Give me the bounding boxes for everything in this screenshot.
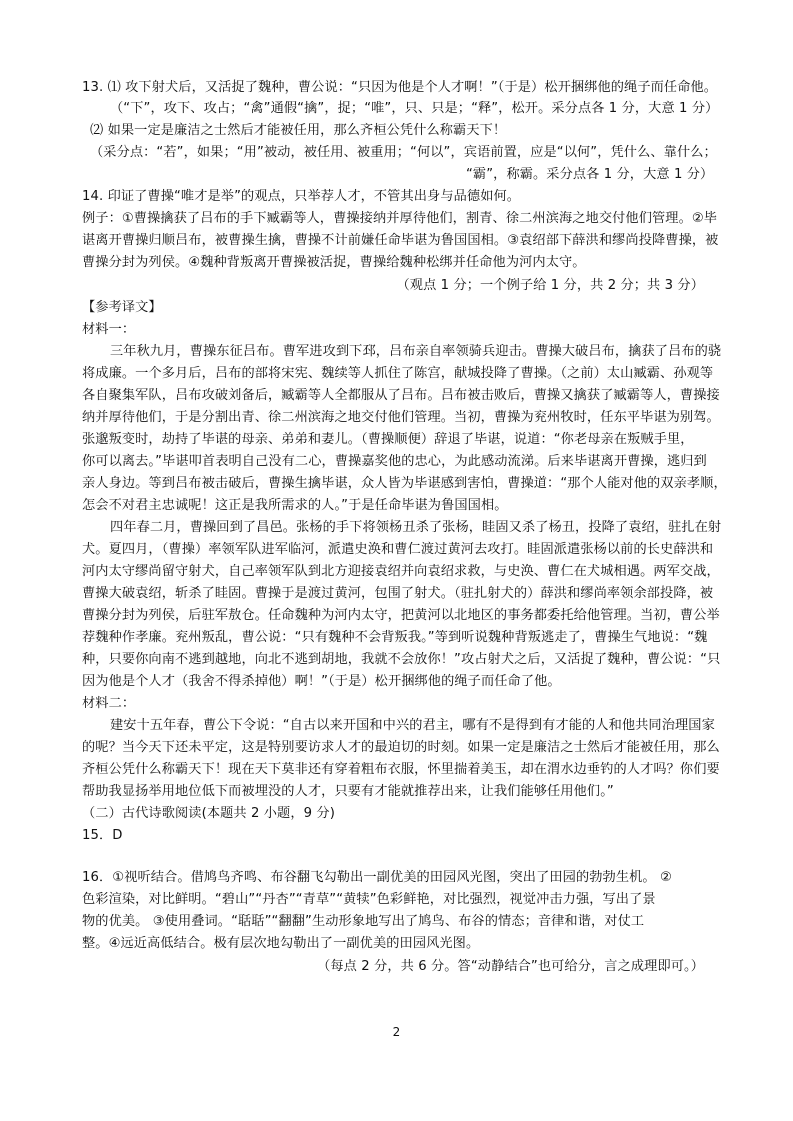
- material-2-paragraph: 齐桓公凭什么称霸天下！现在天下莫非还有穿着粗布衣服，怀里揣着美玉，却在渭水边垂钓的人才吗？你们要: [82, 762, 720, 777]
- answer-13-1-scoring: （“下”，攻下、攻占；“禽”通假“擒”，捉；“唯”，只、只是；“释”，松开。采分点各 1 分，大意 1 分）: [110, 101, 719, 116]
- material-1-paragraph: 将成廉。一个多月后，吕布的部将宋宪、魏续等人抓住了陈宫，献城投降了曹操。（之前）太山臧霸、孙观等: [82, 366, 714, 381]
- answer-16: 16．①视听结合。借鸠鸟齐鸣、布谷翻飞勾勒出一副优美的田园风光图，突出了田园的勃勃生机。 ②: [82, 870, 672, 885]
- material-1-paragraph-2: 曹操分封为列侯，后驻军敖仓。任命魏种为河内太守，把黄河以北地区的事务都委托给他管理。当初，曹公举: [82, 608, 720, 623]
- material-1-paragraph: 亲人身边。等到吕布被击破后，曹操生擒毕谌，众人皆为毕谌感到害怕，曹操道：“那个人能对他的双亲孝顺，: [82, 476, 727, 491]
- material-1-paragraph-2: 荐魏种作孝廉。兖州叛乱，曹公说：“只有魏种不会背叛我。”等到听说魏种背叛逃走了，曹操生气地说：“魏: [82, 630, 708, 645]
- material-1-paragraph: 怎会不对君主忠诚呢！这正是我所需求的人。”于是任命毕谌为鲁国国相。: [82, 498, 508, 513]
- material-2-paragraph: 的呢？当今天下还未平定，这是特别要访求人才的最迫切的时刻。如果一定是廉洁之士然后才能被任用，那么: [82, 740, 720, 755]
- translation-heading: 【参考译文】: [82, 300, 162, 315]
- material-1-paragraph-2: 种，只要你向南不逃到越地，向北不逃到胡地，我就不会放你！”攻占射犬之后，又活捉了魏种，曹公说：“只: [82, 652, 721, 667]
- material-1-paragraph: 各自聚集军队，吕布攻破刘备后，臧霸等人全都服从了吕布。吕布被击败后，曹操又擒获了臧霸等人，曹操接: [82, 388, 720, 403]
- material-1-paragraph: 纳并厚待他们，于是分割出青、徐二州滨海之地交付他们管理。当初，曹操为兖州牧时，任东平毕谌为别驾。: [82, 410, 720, 425]
- material-1-heading: 材料一：: [82, 322, 136, 337]
- answer-16: 整。④远近高低结合。极有层次地勾勒出了一副优美的田园风光图。: [82, 936, 480, 951]
- answer-14: 14. 印证了曹操“唯才是举”的观点，只举荐人才，不管其出身与品德如何。: [82, 189, 521, 204]
- material-2-paragraph: 建安十五年春，曹公下令说：“自古以来开国和中兴的君主，哪有不是得到有才能的人和他共同治理国家: [110, 718, 715, 733]
- material-1-paragraph: 你可以离去。”毕谌叩首表明自己没有二心，曹操嘉奖他的忠心，为此感动流涕。后来毕谌离开曹操，逃归到: [82, 454, 707, 469]
- answer-16: 物的优美。 ③使用叠词。“聒聒”“翻翻”生动形象地写出了鸠鸟、布谷的情态；音律和谐，对仗工: [82, 914, 645, 929]
- material-1-paragraph-2: 曹操大破袁绍，斩杀了眭固。曹操于是渡过黄河，包围了射犬。（驻扎射犬的）薛洪和缪尚率领余部投降，被: [82, 586, 714, 601]
- answer-14-example: 例子：①曹操擒获了吕布的手下臧霸等人，曹操接纳并厚待他们，割青、徐二州滨海之地交付他们管理。②毕: [82, 211, 718, 226]
- page-number: 2: [392, 1025, 401, 1039]
- material-2-paragraph: 帮助我显扬举用地位低下而被埋没的人才，只要有才能就推荐出来，让我们能够任用他们。”: [82, 784, 614, 799]
- section-poetry-heading: （二）古代诗歌阅读(本题共 2 小题，9 分): [82, 806, 335, 821]
- answer-15: 15．D: [82, 828, 123, 843]
- answer-14-example: 曹操分封为列侯。④魏种背叛离开曹操被活捉，曹操给魏种松绑并任命他为河内太守。: [82, 255, 586, 270]
- material-1-paragraph-2: 因为他是个人才（我舍不得杀掉他）啊！”（于是）松开捆绑他的绳子而任命了他。: [82, 674, 561, 689]
- answer-13-2: ⑵ 如果一定是廉洁之士然后才能被任用，那么齐桓公凭什么称霸天下！: [90, 123, 507, 138]
- answer-13-2-scoring: （采分点：“若”，如果；“用”被动，被任用、被重用；“何以”，宾语前置，应是“以何”，凭什么、靠什么；: [90, 145, 717, 160]
- material-1-paragraph: 三年秋九月，曹操东征吕布。曹军进攻到下邳，吕布亲自率领骑兵迎击。曹操大破吕布，擒获了吕布的骁: [110, 344, 722, 359]
- material-1-paragraph-2: 四年春二月，曹操回到了昌邑。张杨的手下将领杨丑杀了张杨，眭固又杀了杨丑，投降了袁绍，驻扎在射: [110, 520, 722, 535]
- answer-13-1: 13. ⑴ 攻下射犬后，又活捉了魏种，曹公说：“只因为他是个人才啊！”（于是）松开捆绑他的绳子而任命他。: [82, 80, 718, 95]
- answer-13-2-scoring-cont: “霸”，称霸。采分点各 1 分，大意 1 分）: [466, 167, 714, 182]
- material-1-paragraph-2: 犬。夏四月，（曹操）率领军队进军临河，派遣史涣和曹仁渡过黄河去攻打。眭固派遣张杨以前的长史薛洪和: [82, 542, 714, 557]
- answer-16-scoring: （每点 2 分，共 6 分。答“动静结合”也可给分，言之成理即可。）: [317, 959, 704, 974]
- material-1-paragraph-2: 河内太守缪尚留守射犬，自己率领军队到北方迎接袁绍并向袁绍求救，与史涣、曹仁在犬城相遇。两军交战，: [82, 564, 720, 579]
- answer-14-example: 谌离开曹操归顺吕布，被曹操生擒，曹操不计前嫌任命毕谌为鲁国国相。③袁绍部下薛洪和缪尚投降曹操，被: [82, 233, 719, 248]
- answer-16: 色彩渲染，对比鲜明。“碧山”“丹杏”“青草”“黄犊”色彩鲜艳，对比强烈，视觉冲击力强，写出了景: [82, 892, 656, 907]
- answer-14-scoring: （观点 1 分；一个例子给 1 分，共 2 分；共 3 分）: [396, 278, 704, 293]
- material-2-heading: 材料二：: [82, 696, 136, 711]
- material-1-paragraph: 张邈叛变时，劫持了毕谌的母亲、弟弟和妻儿。（曹操顺便）辞退了毕谌，说道：“你老母亲在叛贼手里，: [82, 432, 694, 447]
